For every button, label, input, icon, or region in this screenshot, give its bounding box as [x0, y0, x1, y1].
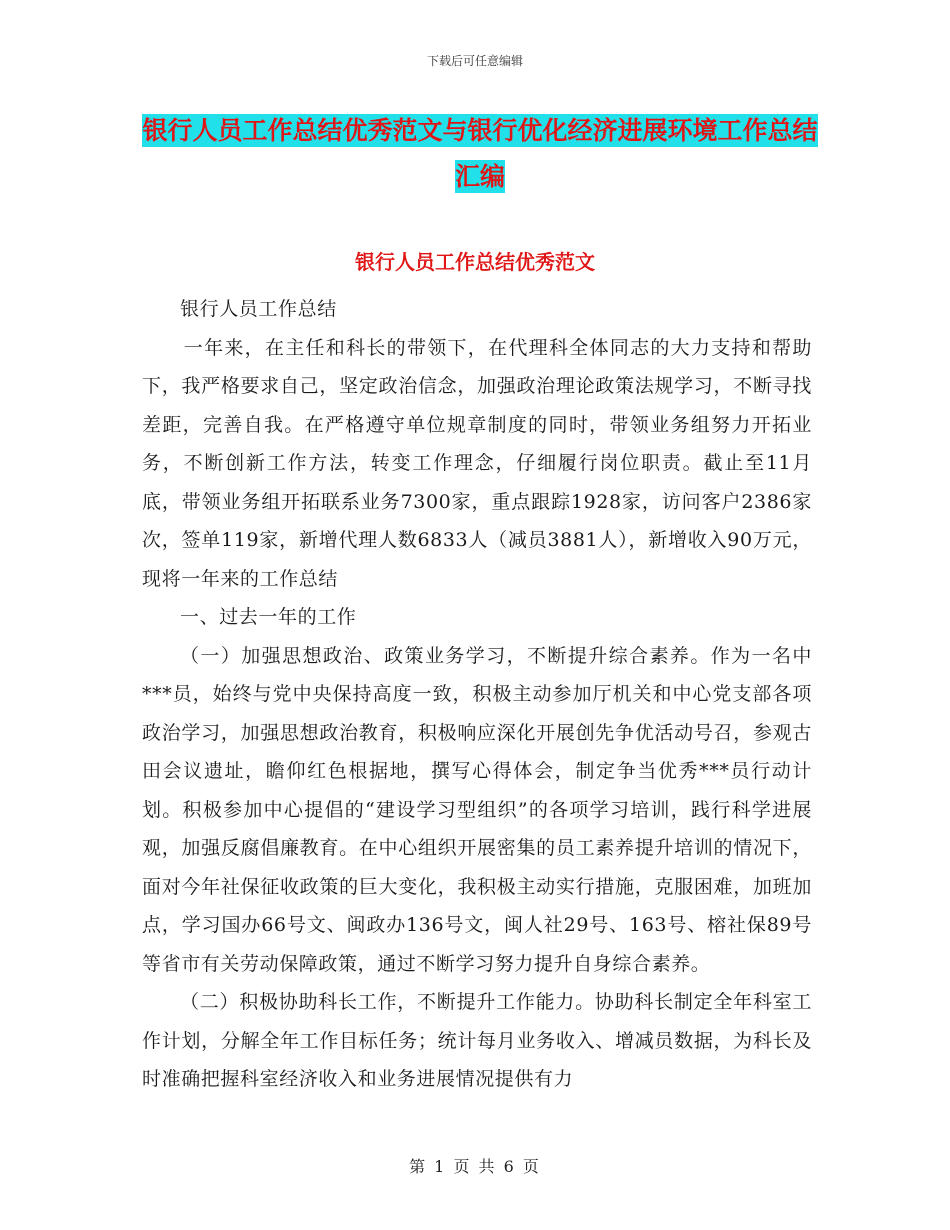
- body-text: [142, 290, 812, 1099]
- header-note: 下载后可任意编辑: [426, 54, 523, 68]
- paragraph-intro: 一年来，在主任和科长的带领下，在代理科全体同志的大力支持和帮助下，我严格要求自己，坚定政治信念，加强政治理论政策法规学习，不断寻找差距，完善自我。在严格遵守单位规章制度的同时，带领业务组努力开拓业务，不断创新工作方法，转变工作理念，仔细履行岗位职责。截止至11月底，带领业务组开拓联系业务7300家，重点跟踪1928家，访问客户2386家次，签单119家，新增代理人数6833人（减员3881人），新增收入90万元，现将一年来的工作总结: [142, 336, 812, 590]
- paragraph-subtitle: 银行人员工作总结: [180, 298, 337, 320]
- page-number: 第 1 页 共 6 页: [409, 1157, 541, 1176]
- paragraph-item-2: （二）积极协助科长工作，不断提升工作能力。协助科长制定全年科室工作计划，分解全年工作目标任务；统计每月业务收入、增减员数据，为科长及时准确把握科室经济收入和业务进展情况提供有力: [142, 991, 812, 1090]
- paragraph-item-1: （一）加强思想政治、政策业务学习，不断提升综合素养。作为一名中***员，始终与党中央保持高度一致，积极主动参加厅机关和中心党支部各项政治学习，加强思想政治教育，积极响应深化开展创先争优活动号召，参观古田会议遗址，瞻仰红色根据地，撰写心得体会，制定争当优秀***员行动计划。积极参加中心提倡的“建设学习型组织”的各项学习培训，践行科学进展观，加强反腐倡廉教育。在中心组织开展密集的员工素养提升培训的情况下，面对今年社保征收政策的巨大变化，我积极主动实行措施，克服困难，加班加点，学习国办66号文、闽政办136号文，闽人社29号、163号、榕社保89号等省市有关劳动保障政策，通过不断学习努力提升自身综合素养。: [142, 644, 812, 975]
- document-title: [140, 108, 820, 200]
- section-title: 银行人员工作总结优秀范文: [355, 250, 595, 274]
- paragraph-heading-1: 一、过去一年的工作: [180, 606, 357, 628]
- document-title-text: 银行人员工作总结优秀范文与银行优化经济进展环境工作总结汇编: [142, 116, 818, 191]
